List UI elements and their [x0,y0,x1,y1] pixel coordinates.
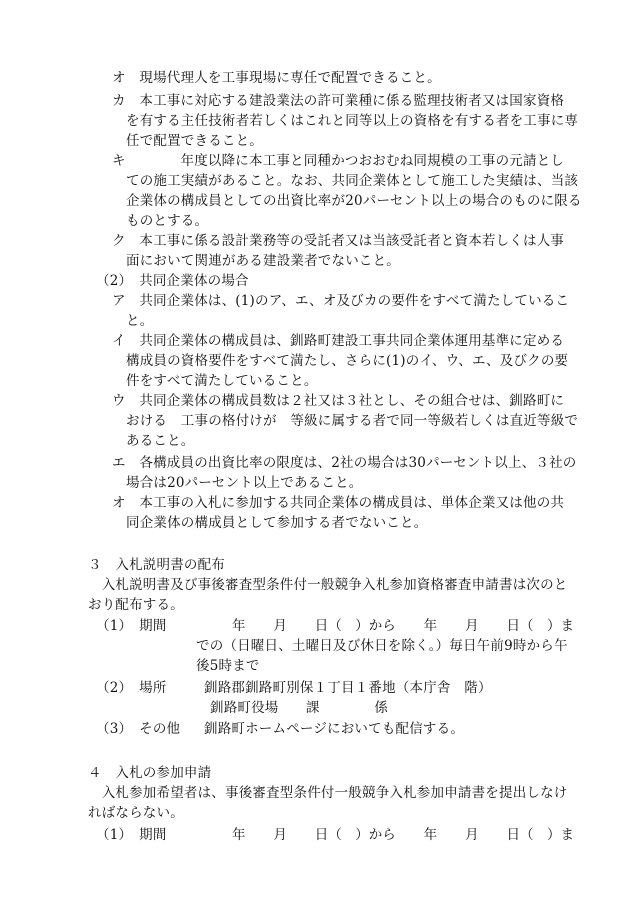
section4-intro-line-2: ればならない。 [88,805,184,821]
requirement-ki-line-3: 企業体の構成員としての出資比率が20パーセント以上の場合のものに限る [126,193,582,209]
section3-heading: ３ 入札説明書の配布 [88,557,225,573]
requirement-ki-line-2: ての施工実績があること。なお、共同企業体として施工した実績は、当該 [126,173,579,189]
requirement-ka-line-3: 任で配置できること。 [126,133,263,149]
jv-heading: （2） 共同企業体の場合 [96,273,249,289]
section4-period-dates [232,825,574,845]
section3-period-line-2: での（日曜日、土曜日及び休日を除く。）毎日午前9時から午 [196,638,568,654]
section4-period-label: （1） 期間 [96,827,167,843]
section3-intro-line-1: 入札説明書及び事後審査型条件付一般競争入札参加資格審査申請書は次のと [88,577,568,593]
jv-o-line-2: 同企業体の構成員として参加する者でないこと。 [126,515,428,531]
requirement-ka-line-2: を有する主任技術者若しくはこれと同等以上の資格を有する者を工事に専 [126,113,579,129]
date-year: 年 [232,618,246,634]
section3-place-line-2: 釧路町役場 課 係 [210,700,389,716]
jv-o-line-1: オ 本工事の入札に参加する共同企業体の構成員は、単体企業又は他の共 [112,495,565,511]
section4-intro-line-1: 入札参加希望者は、事後審査型条件付一般競争入札参加申請書を提出しなけ [88,785,568,801]
requirement-ki-line-1: キ 年度以降に本工事と同種かつおおむね同規模の工事の元請とし [112,153,565,169]
requirement-ku-line-1: ク 本工事に係る設計業務等の受託者又は当該受託者と資本若しくは人事 [112,233,565,249]
date-day-end: 日（ ）ま [506,618,574,634]
date-year-end: 年 [423,827,438,843]
jv-a-line-1: ア 共同企業体は、(1)のア、エ、オ及びカの要件をすべて満たしているこ [112,293,570,309]
date-year-end: 年 [423,618,438,634]
date-month-end: 月 [465,618,479,634]
requirement-ki-line-4: ものとする。 [126,213,209,229]
section3-other-label: （3） その他 [96,721,181,737]
jv-e-line-1: エ 各構成員の出資比率の限度は、2社の場合は30パーセント以上、３社の [112,455,577,471]
section3-other-text: 釧路町ホームページにおいても配信する。 [204,721,465,737]
requirement-ku-line-2: 面において関連がある建設業者でないこと。 [126,253,400,269]
date-day-end: 日（ ）ま [506,827,574,843]
jv-u-line-2: おける 工事の格付けが 等級に属する者で同一等級若しくは直近等級で [126,413,579,429]
jv-i-line-1: イ 共同企業体の構成員は、釧路町建設工事共同企業体運用基準に定める [112,333,565,349]
date-year: 年 [232,827,246,843]
section3-period-label: （1） 期間 [96,618,167,634]
date-month: 月 [273,827,287,843]
jv-u-line-1: ウ 共同企業体の構成員数は２社又は３社とし、その組合せは、釧路町に [112,393,565,409]
jv-i-line-3: 件をすべて満たしていること。 [126,373,318,389]
requirement-o: オ 現場代理人を工事現場に専任で配置できること。 [112,70,441,86]
section3-intro-line-2: おり配布する。 [88,597,184,613]
jv-u-line-3: あること。 [126,433,195,449]
date-month-end: 月 [465,827,479,843]
section3-period-line-3: 後5時まで [196,658,260,674]
jv-i-line-2: 構成員の資格要件をすべて満たし、さらに(1)のイ、ウ、エ、及びクの要 [126,353,569,369]
jv-e-line-2: 場合は20パーセント以上であること。 [126,475,363,491]
requirement-ka-line-1: カ 本工事に対応する建設業法の許可業種に係る監理技術者又は国家資格 [112,93,565,109]
date-month: 月 [273,618,287,634]
date-day-from: 日（ ）から [314,618,396,634]
date-day-from: 日（ ）から [314,827,396,843]
section3-period-dates [232,616,574,636]
jv-a-line-2: と。 [126,313,154,329]
section3-place-line-1: 釧路郡釧路町別保１丁目１番地（本庁舎 階） [204,680,492,696]
section3-place-label: （2） 場所 [96,680,167,696]
section4-heading: ４ 入札の参加申請 [88,765,212,781]
